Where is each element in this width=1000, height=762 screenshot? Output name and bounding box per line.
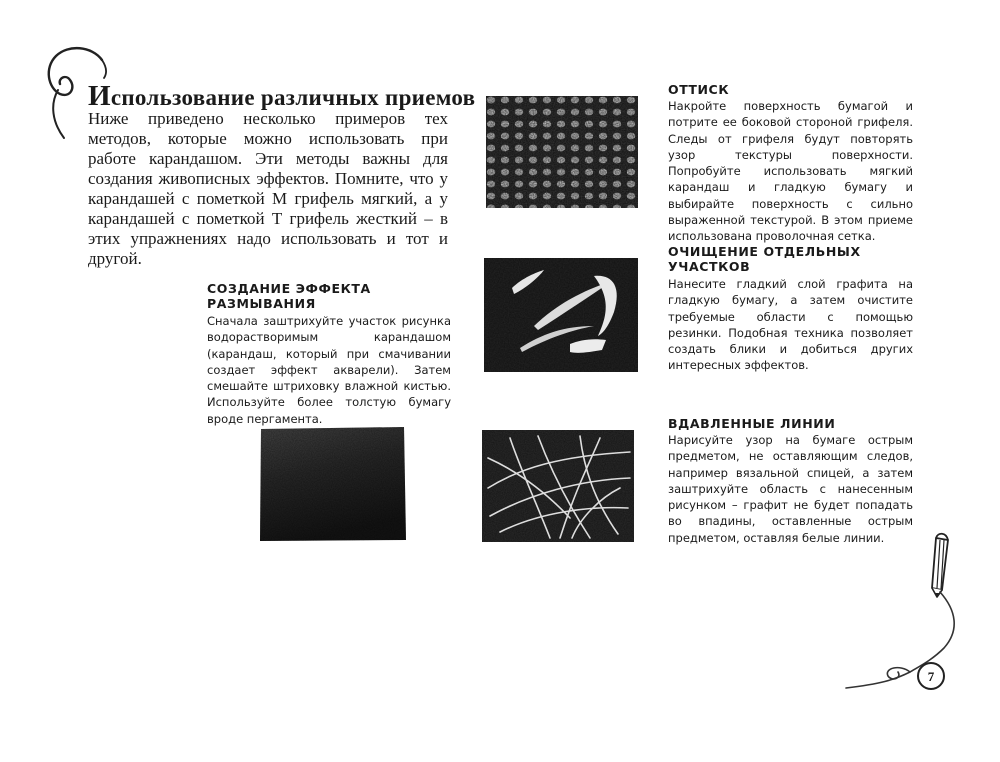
imprint-section-title: ОТТИСК [668,82,730,97]
erase-section-body: Нанесите гладкий слой графита на гладкую бумагу, а затем очистите требуемые области с помощью резинки. Подобная техника позволяет создать блики и добиться других интересных эффектов. [668,277,913,373]
blur-section-title: СОЗДАНИЕ ЭФФЕКТА РАЗМЫВАНИЯ [207,281,371,311]
indent-section-body: Нарисуйте узор на бумаге острым предметом, не оставляющим следов, например вязальной спицей, а затем заштрихуйте область с нанесенным рисунком – графит не будет попадать во впадины, оставленные острым предметом, оставляя белые линии. [668,433,913,545]
blur-effect-sample-image [258,425,408,543]
imprint-section-body: Накройте поверхность бумагой и потрите ее боковой стороной грифеля. Следы от грифеля будут повторять узор текстуры поверхности. Попробуйте использовать мягкий карандаш и гладкую бумагу и выбирайте поверхность с сильно выраженной текстурой. В этом приеме использована проволочная сетка. [668,99,913,244]
imprint-sample-image [484,94,640,210]
page-title-rest: спользование различных приемов [110,85,476,110]
pencil-icon [928,528,956,598]
indented-lines-sample-image [480,428,636,544]
page-title-initial: И [88,80,111,112]
intro-paragraph: Ниже приведено несколько примеров тех методов, которые можно использовать при работе карандашом. Эти методы важны для создания живописных эффектов. Помните, что у карандашей с пометкой М грифель мягкий, а у карандашей с пометкой Т грифель жесткий – в этих упражнениях надо использовать и тот и другой. [88,109,448,268]
indent-section-title: ВДАВЛЕННЫЕ ЛИНИИ [668,416,836,431]
page-number: 7 [927,669,935,684]
erase-section-title: ОЧИЩЕНИЕ ОТДЕЛЬНЫХ УЧАСТКОВ [668,244,861,274]
page-number-ornament [840,590,1000,700]
blur-section-body: Сначала заштрихуйте участок рисунка водорастворимым карандашом (карандаш, который при смачивании создает эффект акварели). Затем смешайте штриховку влажной кистью. Используйте более толстую бумагу вроде пергамента. [207,314,451,426]
erased-areas-sample-image [482,256,640,374]
